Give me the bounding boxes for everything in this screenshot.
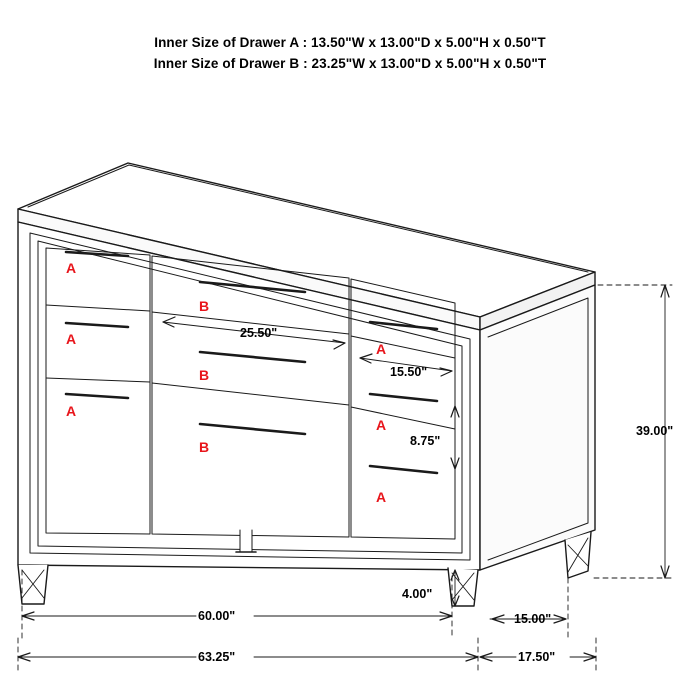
drawer-label: A [66, 403, 77, 419]
drawer-label: B [199, 298, 210, 314]
drawer-label: B [199, 439, 210, 455]
dim-front-width: 60.00" [198, 609, 236, 623]
drawer-label: A [66, 260, 77, 276]
dim-side-run: 15.00" [514, 612, 552, 626]
drawer-a-spec: Inner Size of Drawer A : 13.50"W x 13.00"D x 5.00"H x 0.50"T [154, 35, 546, 50]
drawer-label: A [376, 489, 387, 505]
dim-drawer-b-width: 25.50" [240, 326, 278, 340]
dim-total-depth: 17.50" [518, 650, 556, 664]
dresser-side-case [480, 285, 595, 570]
drawer-b-spec: Inner Size of Drawer B : 23.25"W x 13.00"D x 5.00"H x 0.50"T [153, 56, 547, 71]
drawer-label: B [199, 367, 210, 383]
dim-leg-height: 4.00" [402, 587, 433, 601]
drawer-label: A [66, 331, 77, 347]
dim-drawer-height: 8.75" [410, 434, 441, 448]
drawer-label: A [376, 341, 387, 357]
dim-drawer-a-width: 15.50" [390, 365, 428, 379]
dim-total-width: 63.25" [198, 650, 236, 664]
dim-overall-height: 39.00" [636, 424, 674, 438]
drawer-label: A [376, 417, 387, 433]
